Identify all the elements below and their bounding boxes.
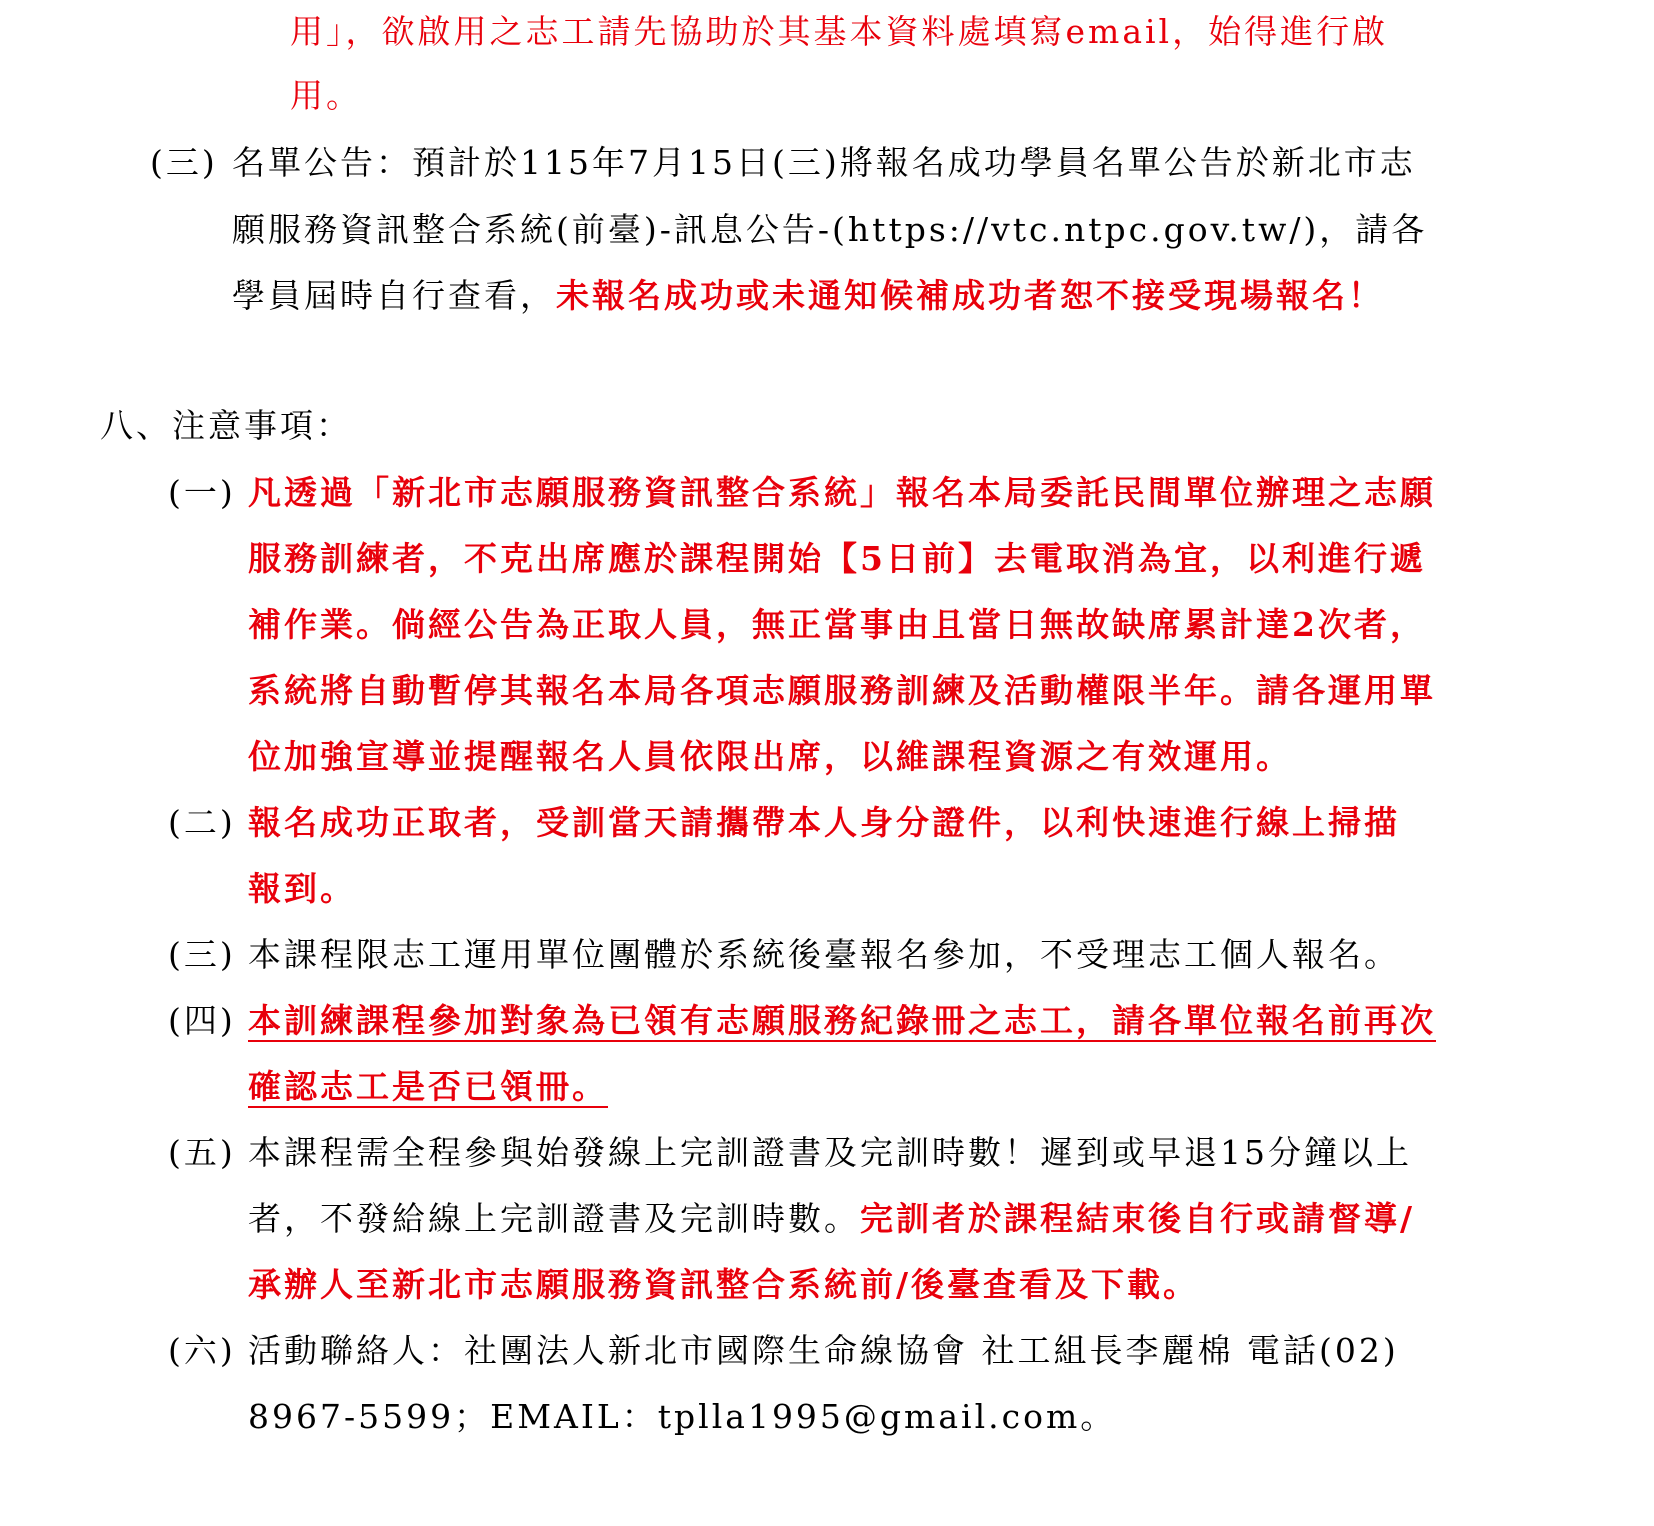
s8-item5-line-2 bbox=[248, 1199, 1415, 1239]
s8-item4-marker: (四) bbox=[168, 1001, 236, 1040]
s8-item5-line-1: 本課程需全程參與始發線上完訓證書及完訓時數！遲到或早退15分鐘以上 bbox=[248, 1133, 1412, 1172]
s7-item3-marker: (三) bbox=[150, 143, 218, 182]
s8-item6-marker: (六) bbox=[168, 1331, 236, 1370]
s8-item1-line-3: 補作業。倘經公告為正取人員，無正當事由且當日無故缺席累計達2次者， bbox=[248, 605, 1426, 644]
s8-item5-line-3: 承辦人至新北市志願服務資訊整合系統前/後臺查看及下載。 bbox=[248, 1265, 1200, 1304]
s8-item6-line-2: 8967-5599；EMAIL：tplla1995@gmail.com。 bbox=[248, 1397, 1117, 1436]
s8-item2-line-2: 報到。 bbox=[248, 869, 356, 908]
s7-continuation-line-1: 用」，欲啟用之志工請先協助於其基本資料處填寫email，始得進行啟 bbox=[290, 12, 1389, 51]
s8-item5-marker: (五) bbox=[168, 1133, 236, 1172]
s8-item4-line-2: 確認志工是否已領冊。 bbox=[248, 1067, 608, 1106]
s7-item3-line-1: 名單公告：預計於115年7月15日(三)將報名成功學員名單公告於新北市志 bbox=[232, 143, 1416, 182]
s8-item1-line-1: 凡透過「新北市志願服務資訊整合系統」報名本局委託民間單位辦理之志願 bbox=[248, 473, 1436, 512]
s7-continuation-line-2: 用。 bbox=[290, 76, 362, 115]
s8-item4-line-1: 本訓練課程參加對象為已領有志願服務紀錄冊之志工，請各單位報名前再次 bbox=[248, 1001, 1436, 1040]
s8-item3-line-1: 本課程限志工運用單位團體於系統後臺報名參加，不受理志工個人報名。 bbox=[248, 935, 1400, 974]
s8-item2-line-1: 報名成功正取者，受訓當天請攜帶本人身分證件，以利快速進行線上掃描 bbox=[248, 803, 1400, 842]
s8-item1-line-5: 位加強宣導並提醒報名人員依限出席，以維課程資源之有效運用。 bbox=[248, 737, 1292, 776]
s7-item3-line-3-warning: 未報名成功或未通知候補成功者恕不接受現場報名！ bbox=[556, 276, 1384, 315]
s8-item1-line-2: 服務訓練者，不克出席應於課程開始【5日前】去電取消為宜，以利進行遞 bbox=[248, 539, 1426, 578]
s7-item3-line-2: 願服務資訊整合系統(前臺)-訊息公告-(https://vtc.ntpc.gov.tw/)，請各 bbox=[232, 210, 1428, 249]
s7-item3-line-3-plain: 學員屆時自行查看， bbox=[232, 276, 556, 315]
s8-item3-marker: (三) bbox=[168, 935, 236, 974]
s8-item6-line-1: 活動聯絡人：社團法人新北市國際生命線協會 社工組長李麗棉 電話(02) bbox=[248, 1331, 1399, 1370]
s8-item1-marker: (一) bbox=[168, 473, 236, 512]
s7-item3-line-3 bbox=[232, 276, 1384, 316]
s8-heading: 八、注意事項： bbox=[100, 406, 352, 445]
s8-item1-line-4: 系統將自動暫停其報名本局各項志願服務訓練及活動權限半年。請各運用單 bbox=[248, 671, 1436, 710]
s8-item2-marker: (二) bbox=[168, 803, 236, 842]
s8-item5-line-2-red: 完訓者於課程結束後自行或請督導/ bbox=[860, 1199, 1416, 1238]
s8-item5-line-2-plain: 者，不發給線上完訓證書及完訓時數。 bbox=[248, 1199, 860, 1238]
